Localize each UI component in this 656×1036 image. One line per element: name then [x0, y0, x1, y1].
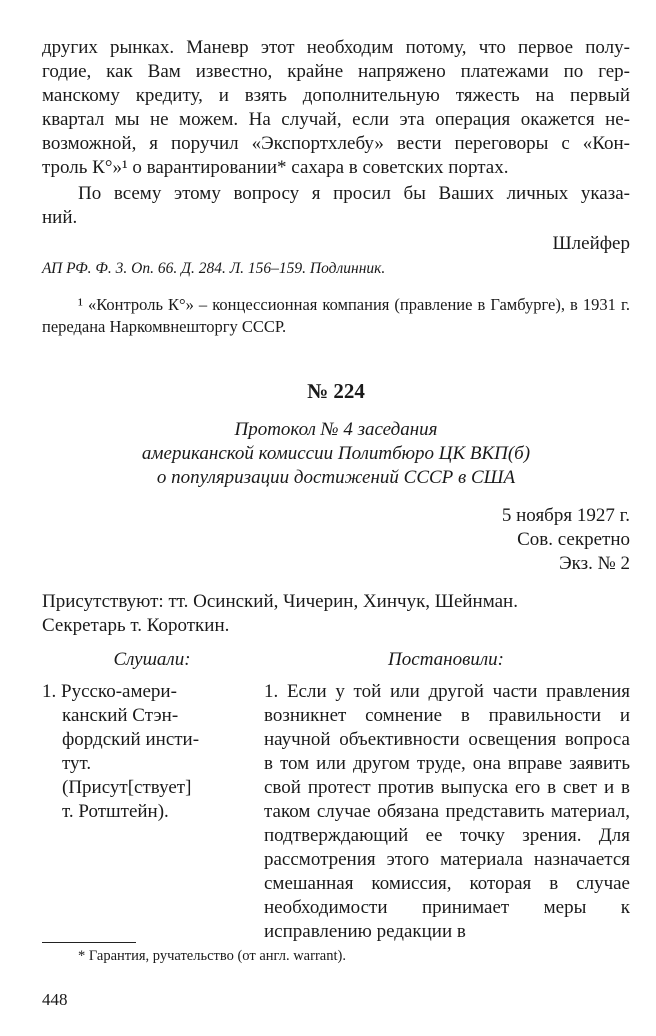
- heard-line: канский Стэн-: [62, 705, 179, 726]
- document-title-line: американской комиссии Политбюро ЦК ВКП(б): [141, 443, 531, 464]
- heard-line: фордский инсти-: [62, 729, 200, 750]
- document-number: № 224: [307, 379, 365, 403]
- intro-paragraph: [42, 36, 630, 180]
- document-title-line: о популяризации достижений СССР в США: [156, 467, 516, 488]
- closing-line: По всему этому вопросу я просил бы Ваших личных указа-: [78, 183, 630, 204]
- intro-line: других рынках. Маневр этот необходим потому, что первое полу-: [42, 37, 630, 58]
- signature: Шлейфер: [552, 233, 630, 254]
- intro-line: квартал мы не можем. На случай, если эта операция окажется не-: [42, 109, 630, 130]
- footnote-1: ¹ «Контроль К°» – концессионная компания (правление в Гамбурге), в 1931 г. передана Наркомвнешторгу СССР.: [42, 295, 630, 336]
- archive-reference: АП РФ. Ф. 3. Оп. 66. Д. 284. Л. 156–159. Подлинник.: [42, 260, 386, 277]
- decided-text: 1. Если у той или другой части правления возникнет сомнение в правильности и научной объективности освещения вопроса в том или другом труде, она вправе заявить свой протест против выпуска его в свет и в таком случае обязана представить материал, подтверждающий ее точку зрения. Для рассмотрения этого материала назначается смешанная комиссия, которая в случае необходимости принимает меры к исправлению редакции в: [264, 681, 630, 942]
- closing-line: ний.: [42, 207, 78, 228]
- footnote-rule: [42, 942, 136, 943]
- heard-line: 1. Русско-амери-: [42, 681, 177, 702]
- page-content: [42, 36, 630, 944]
- classification: Сов. секретно: [517, 529, 630, 550]
- decided-header: Постановили:: [388, 649, 504, 670]
- decided-column: [264, 680, 630, 944]
- protocol-columns: [42, 680, 630, 944]
- bottom-footnote: * Гарантия, ручательство (от англ. warrant).: [78, 948, 346, 964]
- document-title-line: Протокол № 4 заседания: [234, 419, 438, 440]
- column-headers: [42, 648, 630, 672]
- heard-line: (Присут[ствует]: [62, 777, 192, 798]
- attendees-line: Присутствуют: тт. Осинский, Чичерин, Хинчук, Шейнман.: [42, 591, 518, 612]
- heard-line: тут.: [62, 753, 92, 774]
- document-date: 5 ноября 1927 г.: [501, 505, 630, 526]
- copy-number: Экз. № 2: [559, 553, 630, 574]
- heard-column: [42, 680, 264, 944]
- document-meta: [42, 504, 630, 576]
- intro-line: возможной, я поручил «Экспортхлебу» вести переговоры с «Кон-: [42, 133, 630, 154]
- page-number: 448: [42, 990, 68, 1009]
- heard-header: Слушали:: [113, 649, 191, 670]
- document-title: [42, 418, 630, 490]
- closing-paragraph: [42, 182, 630, 230]
- intro-line: манскому кредиту, и взять дополнительную тяжесть на первый: [42, 85, 630, 106]
- heard-line: т. Ротштейн).: [62, 801, 169, 822]
- attendees-line: Секретарь т. Короткин.: [42, 615, 230, 636]
- intro-line: годие, как Вам известно, крайне напряжено платежами по гер-: [42, 61, 630, 82]
- attendees: [42, 590, 630, 638]
- intro-line: троль К°»¹ о варантировании* сахара в советских портах.: [42, 157, 509, 178]
